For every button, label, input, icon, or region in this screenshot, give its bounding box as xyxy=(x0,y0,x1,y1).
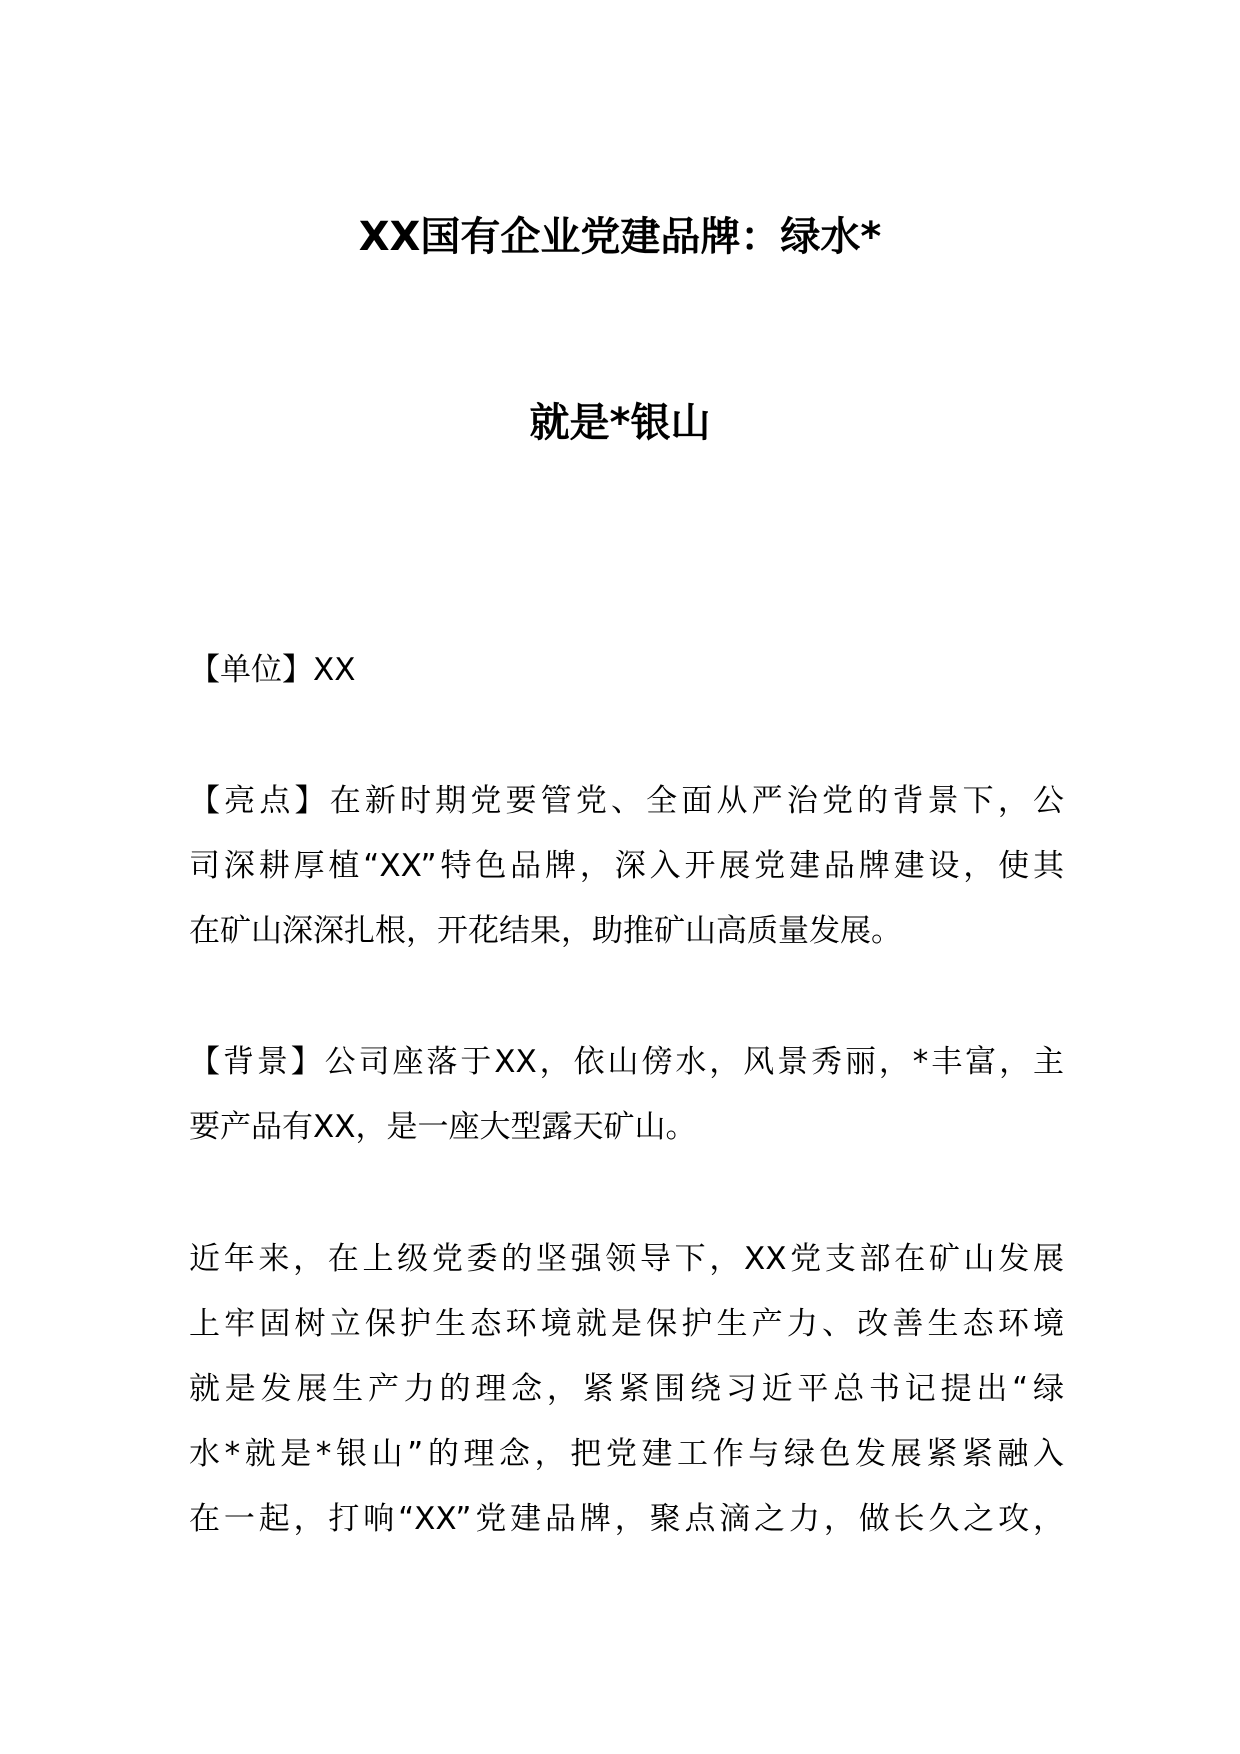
text-line: 水*就是*银山”的理念，把党建工作与绿色发展紧紧融入 xyxy=(189,1436,1064,1472)
document-title-line-2: 就是*银山 xyxy=(529,400,711,446)
text-line: 司深耕厚植“XX”特色品牌，深入开展党建品牌建设，使其 xyxy=(189,848,1064,884)
paragraph-unit xyxy=(189,638,1064,703)
text-line: 要产品有XX，是一座大型露天矿山。 xyxy=(189,1109,697,1145)
text-line: 【亮点】在新时期党要管党、全面从严治党的背景下，公 xyxy=(189,783,1064,819)
text-line: 近年来，在上级党委的坚强领导下，XX党支部在矿山发展 xyxy=(189,1241,1064,1277)
document-title-line-1: XX国有企业党建品牌：绿水* xyxy=(358,214,882,260)
text-line: 上牢固树立保护生态环境就是保护生产力、改善生态环境 xyxy=(189,1306,1064,1342)
text-line: 在一起，打响“XX”党建品牌，聚点滴之力，做长久之攻， xyxy=(189,1501,1064,1537)
paragraph-background xyxy=(189,1030,1064,1160)
paragraph-highlight xyxy=(189,769,1064,964)
text-line: 在矿山深深扎根，开花结果，助推矿山高质量发展。 xyxy=(189,913,902,949)
paragraph-body xyxy=(189,1227,1064,1552)
text-line: 就是发展生产力的理念，紧紧围绕习近平总书记提出“绿 xyxy=(189,1371,1064,1407)
text-line: 【单位】XX xyxy=(189,652,356,688)
text-line: 【背景】公司座落于XX，依山傍水，风景秀丽，*丰富，主 xyxy=(189,1044,1064,1080)
